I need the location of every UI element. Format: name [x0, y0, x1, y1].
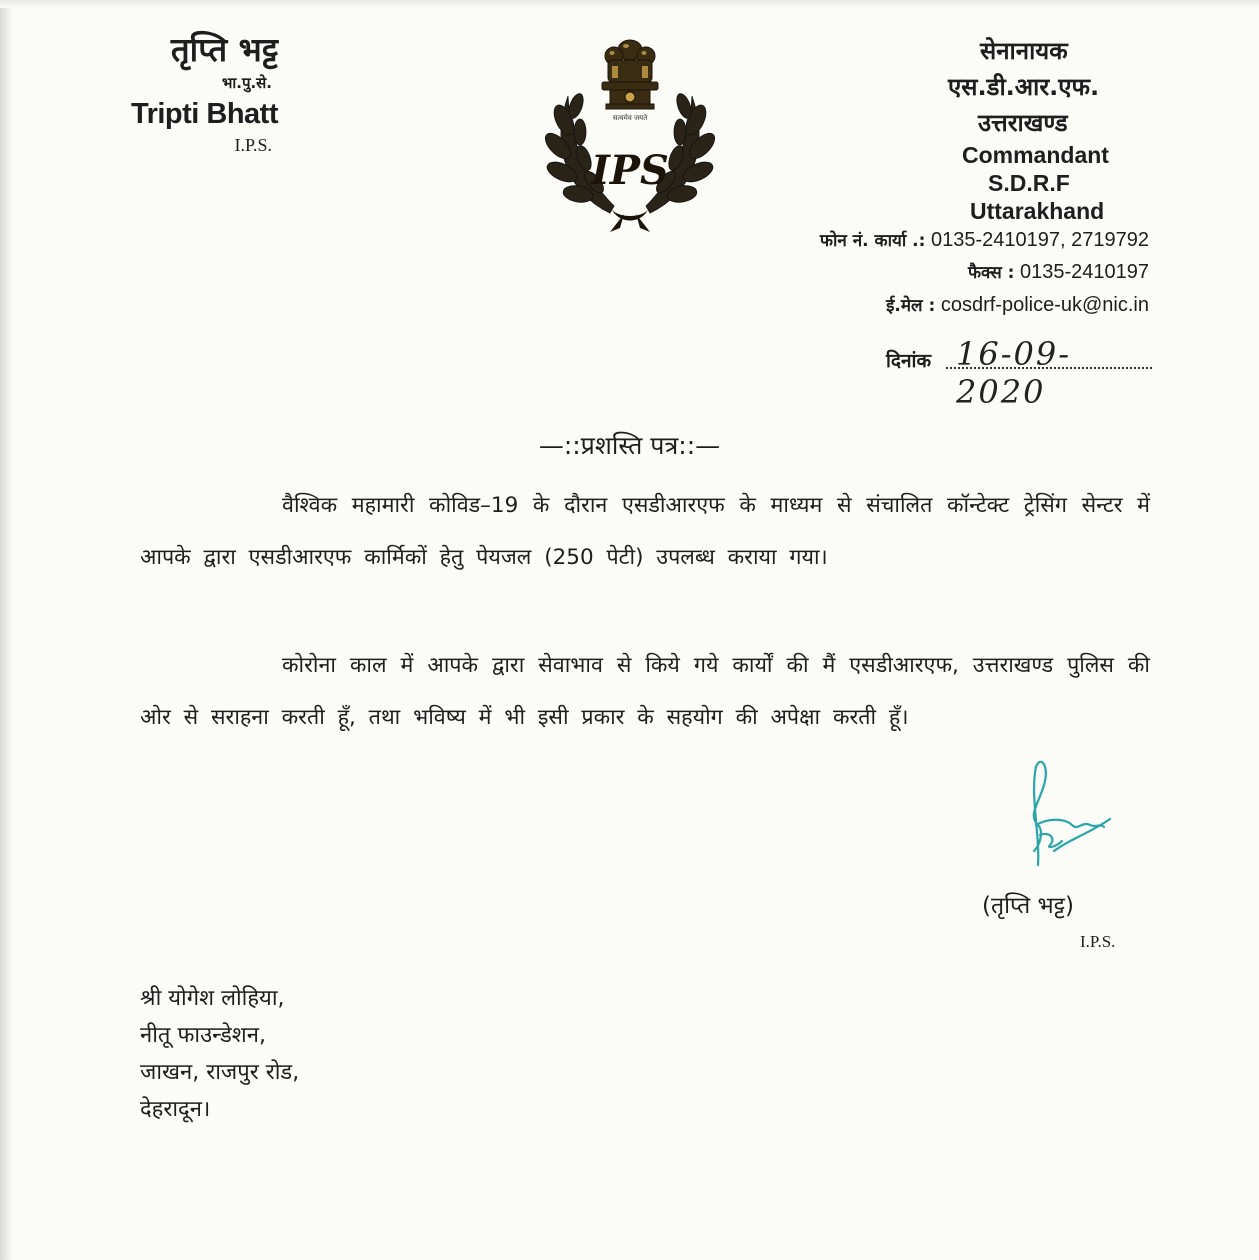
date-row: [886, 335, 1156, 411]
office-title-hindi: सेनानायक: [980, 37, 1068, 65]
body-paragraph-1: वैश्विक महामारी कोविड–19 के दौरान एसडीआरएफ के माध्यम से संचालित कॉन्टेक्ट ट्रेसिंग सेन्टर में आपके द्वारा एसडीआरएफ कार्मिकों हेतु पेयजल (250 पेटी) उपलब्ध कराया गया।: [140, 493, 1150, 570]
address-line: श्री योगेश लोहिया,: [140, 986, 285, 1011]
officer-name-english: Tripti Bhatt: [130, 98, 278, 130]
signatory-post: I.P.S.: [1080, 932, 1116, 951]
letterhead-office-block: [900, 33, 1140, 225]
address-line: नीतू फाउन्डेशन,: [140, 1023, 266, 1048]
office-title-english: Commandant: [962, 142, 1109, 168]
office-unit-english: S.D.R.F: [988, 170, 1070, 196]
signatory-name: (तृप्ति भट्ट): [982, 893, 1074, 919]
office-state-hindi: उत्तराखण्ड: [978, 109, 1068, 137]
date-label: दिनांक: [886, 350, 932, 372]
page-top-shadow: [0, 0, 1259, 8]
page-edge-shadow: [0, 0, 14, 1260]
contact-phone: [820, 228, 1149, 253]
letterhead-officer-block: [108, 30, 278, 158]
recipient-address: [140, 980, 299, 1128]
office-unit-hindi: एस.डी.आर.एफ.: [948, 73, 1100, 101]
email-value: cosdrf-police-uk@nic.in: [940, 294, 1149, 316]
phone-label: फोन नं. कार्या .:: [819, 231, 926, 251]
officer-service-hindi: भा.पु.से.: [221, 74, 272, 92]
address-line: देहरादून।: [140, 1097, 211, 1122]
body-paragraph-2: कोरोना काल में आपके द्वारा सेवाभाव से किये गये कार्यों की मैं एसडीआरएफ, उत्तराखण्ड पुलिस की ओर से सराहना करती हूँ, तथा भविष्य में भी इसी प्रकार के सहयोग की अपेक्षा करती हूँ।: [140, 653, 1150, 730]
fax-label: फैक्स :: [967, 263, 1015, 283]
emblem-monogram: IPS: [591, 147, 669, 194]
contact-fax: [968, 260, 1149, 285]
email-label: ई.मेल :: [886, 296, 936, 316]
contact-email: [886, 293, 1149, 318]
address-line: जाखन, राजपुर रोड,: [140, 1060, 300, 1085]
ips-emblem-icon: [540, 28, 720, 238]
phone-value: 0135-2410197, 2719792: [931, 229, 1149, 251]
document-title: —::प्रशस्ति पत्र::—: [538, 431, 721, 460]
officer-name-hindi: तृप्ति भट्ट: [170, 30, 278, 69]
fax-value: 0135-2410197: [1019, 261, 1149, 283]
officer-service-english: I.P.S.: [234, 135, 272, 155]
handwritten-signature: [1010, 755, 1120, 875]
emblem-motto: सत्यमेव जयते: [612, 114, 648, 122]
date-value: 16-09-2020: [956, 335, 1072, 411]
office-state-english: Uttarakhand: [970, 198, 1105, 224]
